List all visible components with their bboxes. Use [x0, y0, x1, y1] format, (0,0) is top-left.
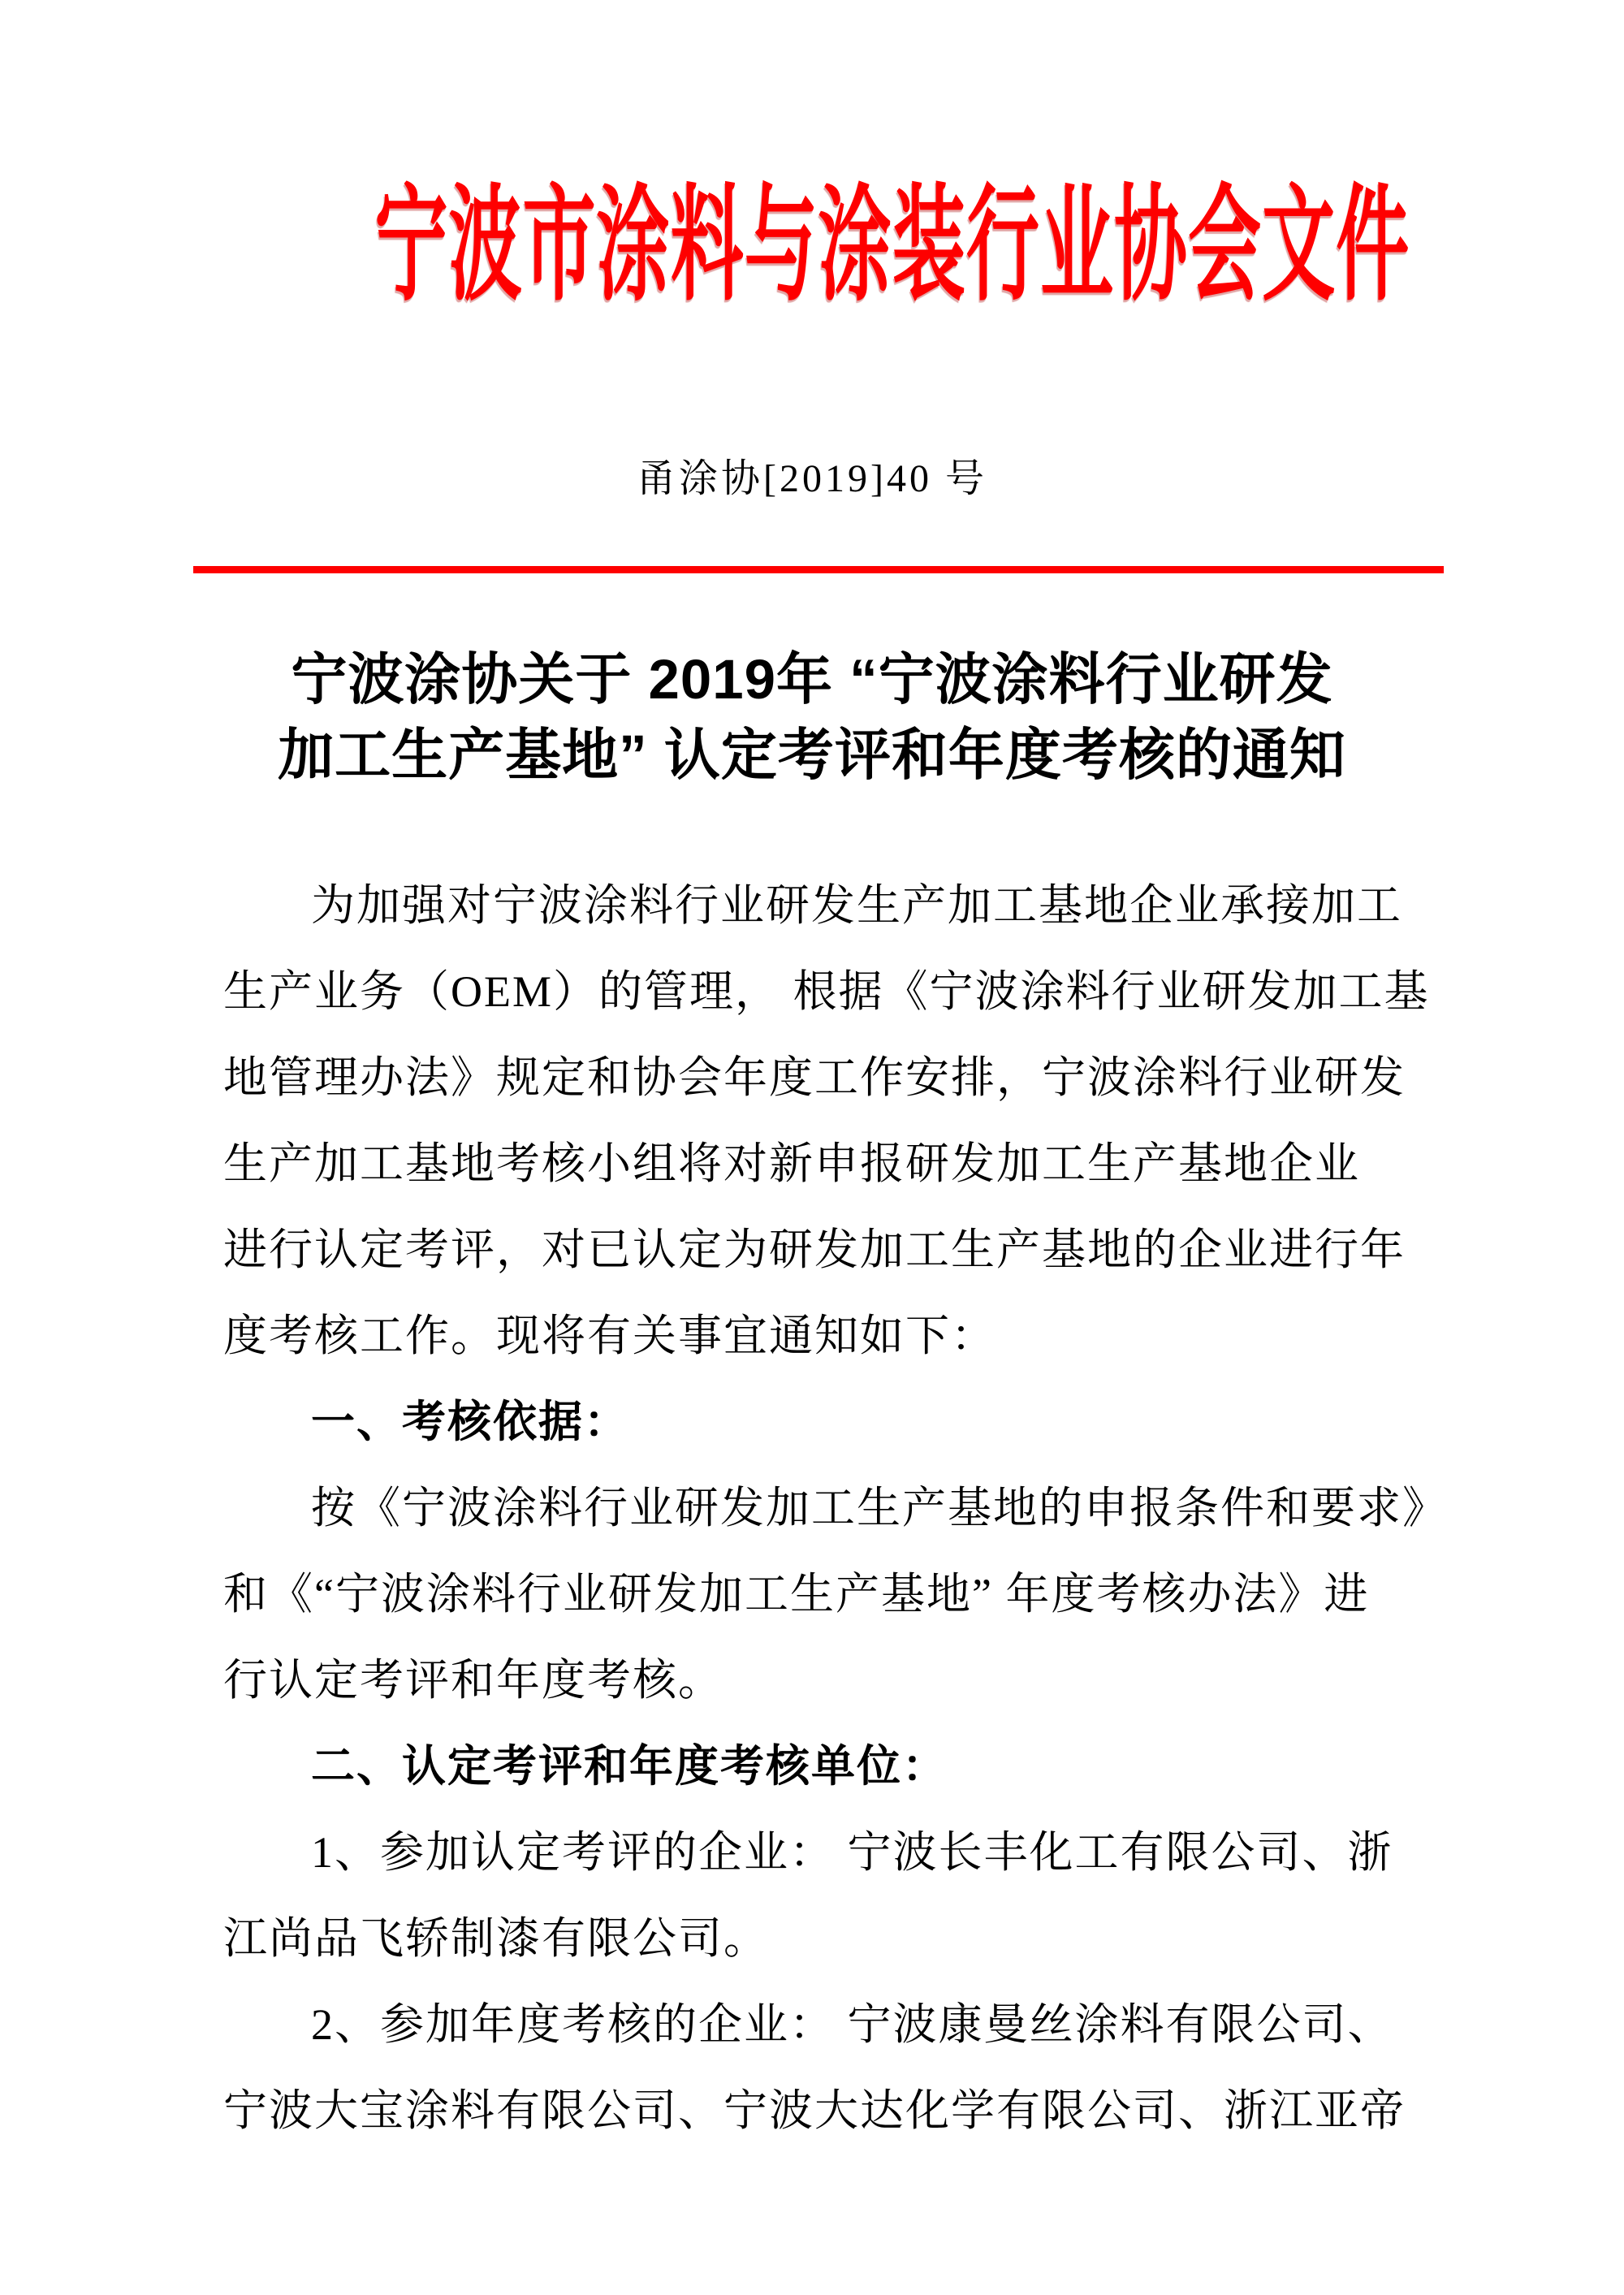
text-line: 进行认定考评，对已认定为研发加工生产基地的企业进行年 [223, 1225, 1406, 1274]
text-line: 2、参加年度考核的企业： 宁波康曼丝涂料有限公司、 [311, 2000, 1393, 2049]
text-line: 度考核工作。现将有关事宜通知如下： [223, 1312, 996, 1360]
text-line: 江尚品飞轿制漆有限公司。 [223, 1914, 769, 1963]
text-line: 二、认定考评和年度考核单位： [311, 1742, 948, 1791]
text-line: 生产加工基地考核小组将对新申报研发加工生产基地企业 [223, 1139, 1360, 1188]
association-header [0, 177, 1624, 316]
text-line: 一、考核依据： [311, 1398, 629, 1446]
text-line: 按《宁波涂料行业研发加工生产基地的申报条件和要求》 [311, 1484, 1448, 1532]
text-line: 加工生产基地” 认定考评和年度考核的通知 [278, 724, 1346, 786]
text-line: 和《“宁波涂料行业研发加工生产基地” 年度考核办法》进 [223, 1570, 1370, 1619]
red-divider-line [193, 566, 1444, 573]
notice-title [0, 642, 1624, 793]
text-line: 行认定考评和年度考核。 [223, 1656, 723, 1705]
notice-body [223, 862, 1448, 2154]
text-line: 1、参加认定考评的企业： 宁波长丰化工有限公司、浙 [311, 1828, 1393, 1877]
text-line: 宁波大宝涂料有限公司、宁波大达化学有限公司、浙江亚帝 [223, 2086, 1406, 2135]
document-number: 甬涂协[2019]40 号 [637, 457, 987, 500]
association-header-text: 宁波市涂料与涂装行业协会文件 [374, 176, 1410, 316]
text-line: 地管理办法》规定和协会年度工作安排，宁波涂料行业研发 [223, 1053, 1406, 1102]
text-line: 为加强对宁波涂料行业研发生产加工基地企业承接加工 [311, 881, 1402, 930]
text-line: 宁波涂协关于 2019年 “宁波涂料行业研发 [291, 648, 1333, 711]
text-line: 生产业务（OEM）的管理， 根据《宁波涂料行业研发加工基 [223, 967, 1430, 1016]
